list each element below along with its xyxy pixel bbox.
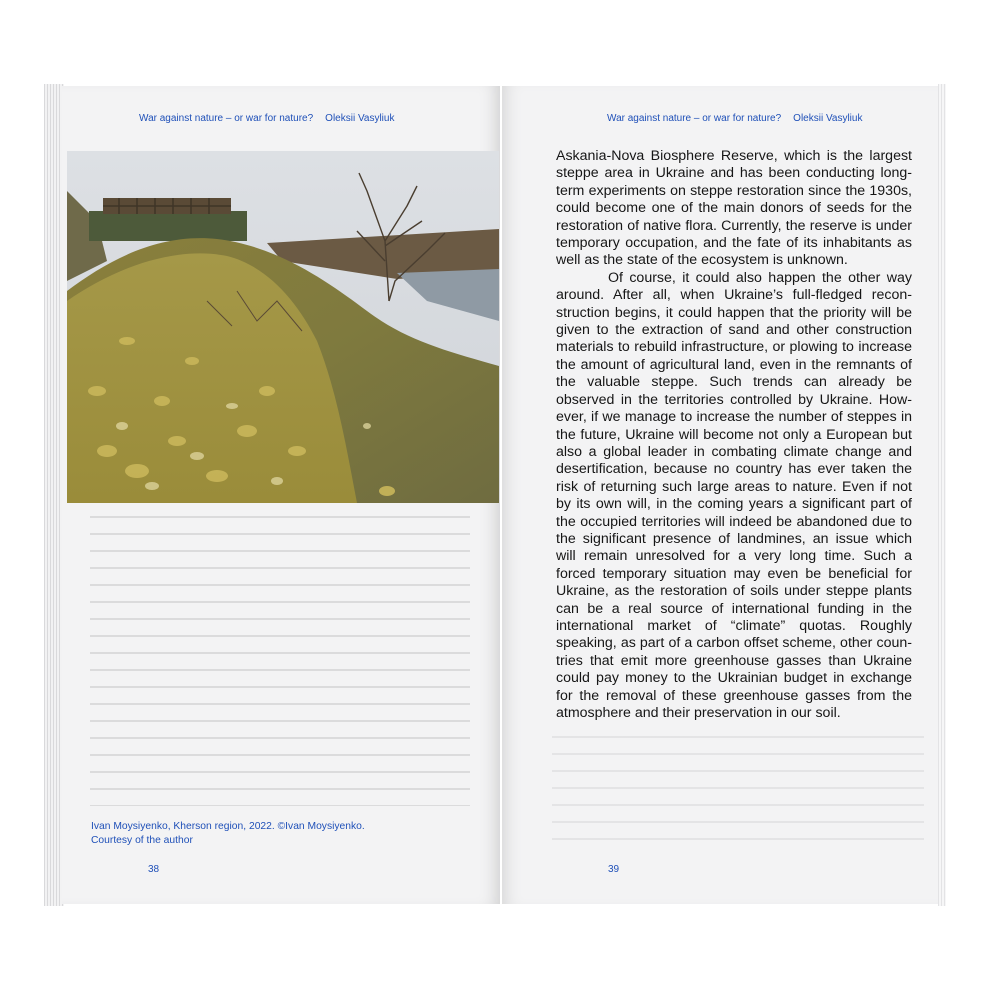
body-text xyxy=(556,148,912,722)
page-number-left: 38 xyxy=(148,864,160,875)
page-edges-left xyxy=(44,84,64,906)
right-page xyxy=(502,86,938,904)
caption-line-1: Ivan Moysiyenko, Kherson region, 2022. ©Ivan Moysiyenko. xyxy=(91,821,365,832)
running-head-author: Oleksii Vasyliuk xyxy=(325,113,395,124)
left-page xyxy=(62,86,500,904)
landscape-photo xyxy=(67,151,499,503)
show-through-text xyxy=(90,516,470,806)
photo-caption xyxy=(91,820,421,848)
paragraph-2: Of course, it could also happen the other way around. After all, when Ukraine’s full-fledged reconstruction begins, it could happen that the priority will be given to the extraction of sand and other construction materials to rebuild infrastructure, or plowing to increase the amount of agricultural land, even in the remnants of the valuable steppe. Such trends can already be observed in the territories controlled by Ukraine. However, if we manage to increase the number of steppes in the future, Ukraine will become not only a European but also a global leader in combating climate change and desertification, because no country has ever taken the risk of returning such large areas to nature. Even if not by its own will, in the coming years a significant part of the occupied territories will indeed be abandoned due to the significant presence of landmines, an issue which will remain unresolved for a very long time. Such a forced temporary situation may even be beneficial for Ukraine, as the restoration of soils under steppe plants can be a real source of international funding in the international market of “climate” quotas. Roughly speaking, as part of a carbon offset scheme, other countries that emit more greenhouse gasses than Ukraine could pay money to the Ukrainian budget in exchange for the removal of these greenhouse gasses from the atmosphere and their preservation in our soil. xyxy=(556,269,912,721)
running-head-right xyxy=(607,113,862,124)
show-through-text xyxy=(552,736,924,846)
running-head-author: Oleksii Vasyliuk xyxy=(793,113,863,124)
running-head-left xyxy=(139,113,394,124)
running-head-title: War against nature – or war for nature? xyxy=(139,113,314,124)
page-edges-right xyxy=(938,84,946,906)
open-book xyxy=(44,84,946,906)
running-head-title: War against nature – or war for nature? xyxy=(607,113,782,124)
paragraph-1: Askania-Nova Biosphere Reserve, which is the largest steppe area in Ukraine and has been conducting long-term experiments on steppe restoration since the 1930s, could become one of the main donors of seeds for the restoration of native flora. Currently, the reserve is under temporary occupation, and the fate of its inhabitants as well as the state of the ecosystem is unknown. xyxy=(556,148,912,269)
caption-line-2: Courtesy of the author xyxy=(91,835,193,846)
page-number-right: 39 xyxy=(608,864,620,875)
